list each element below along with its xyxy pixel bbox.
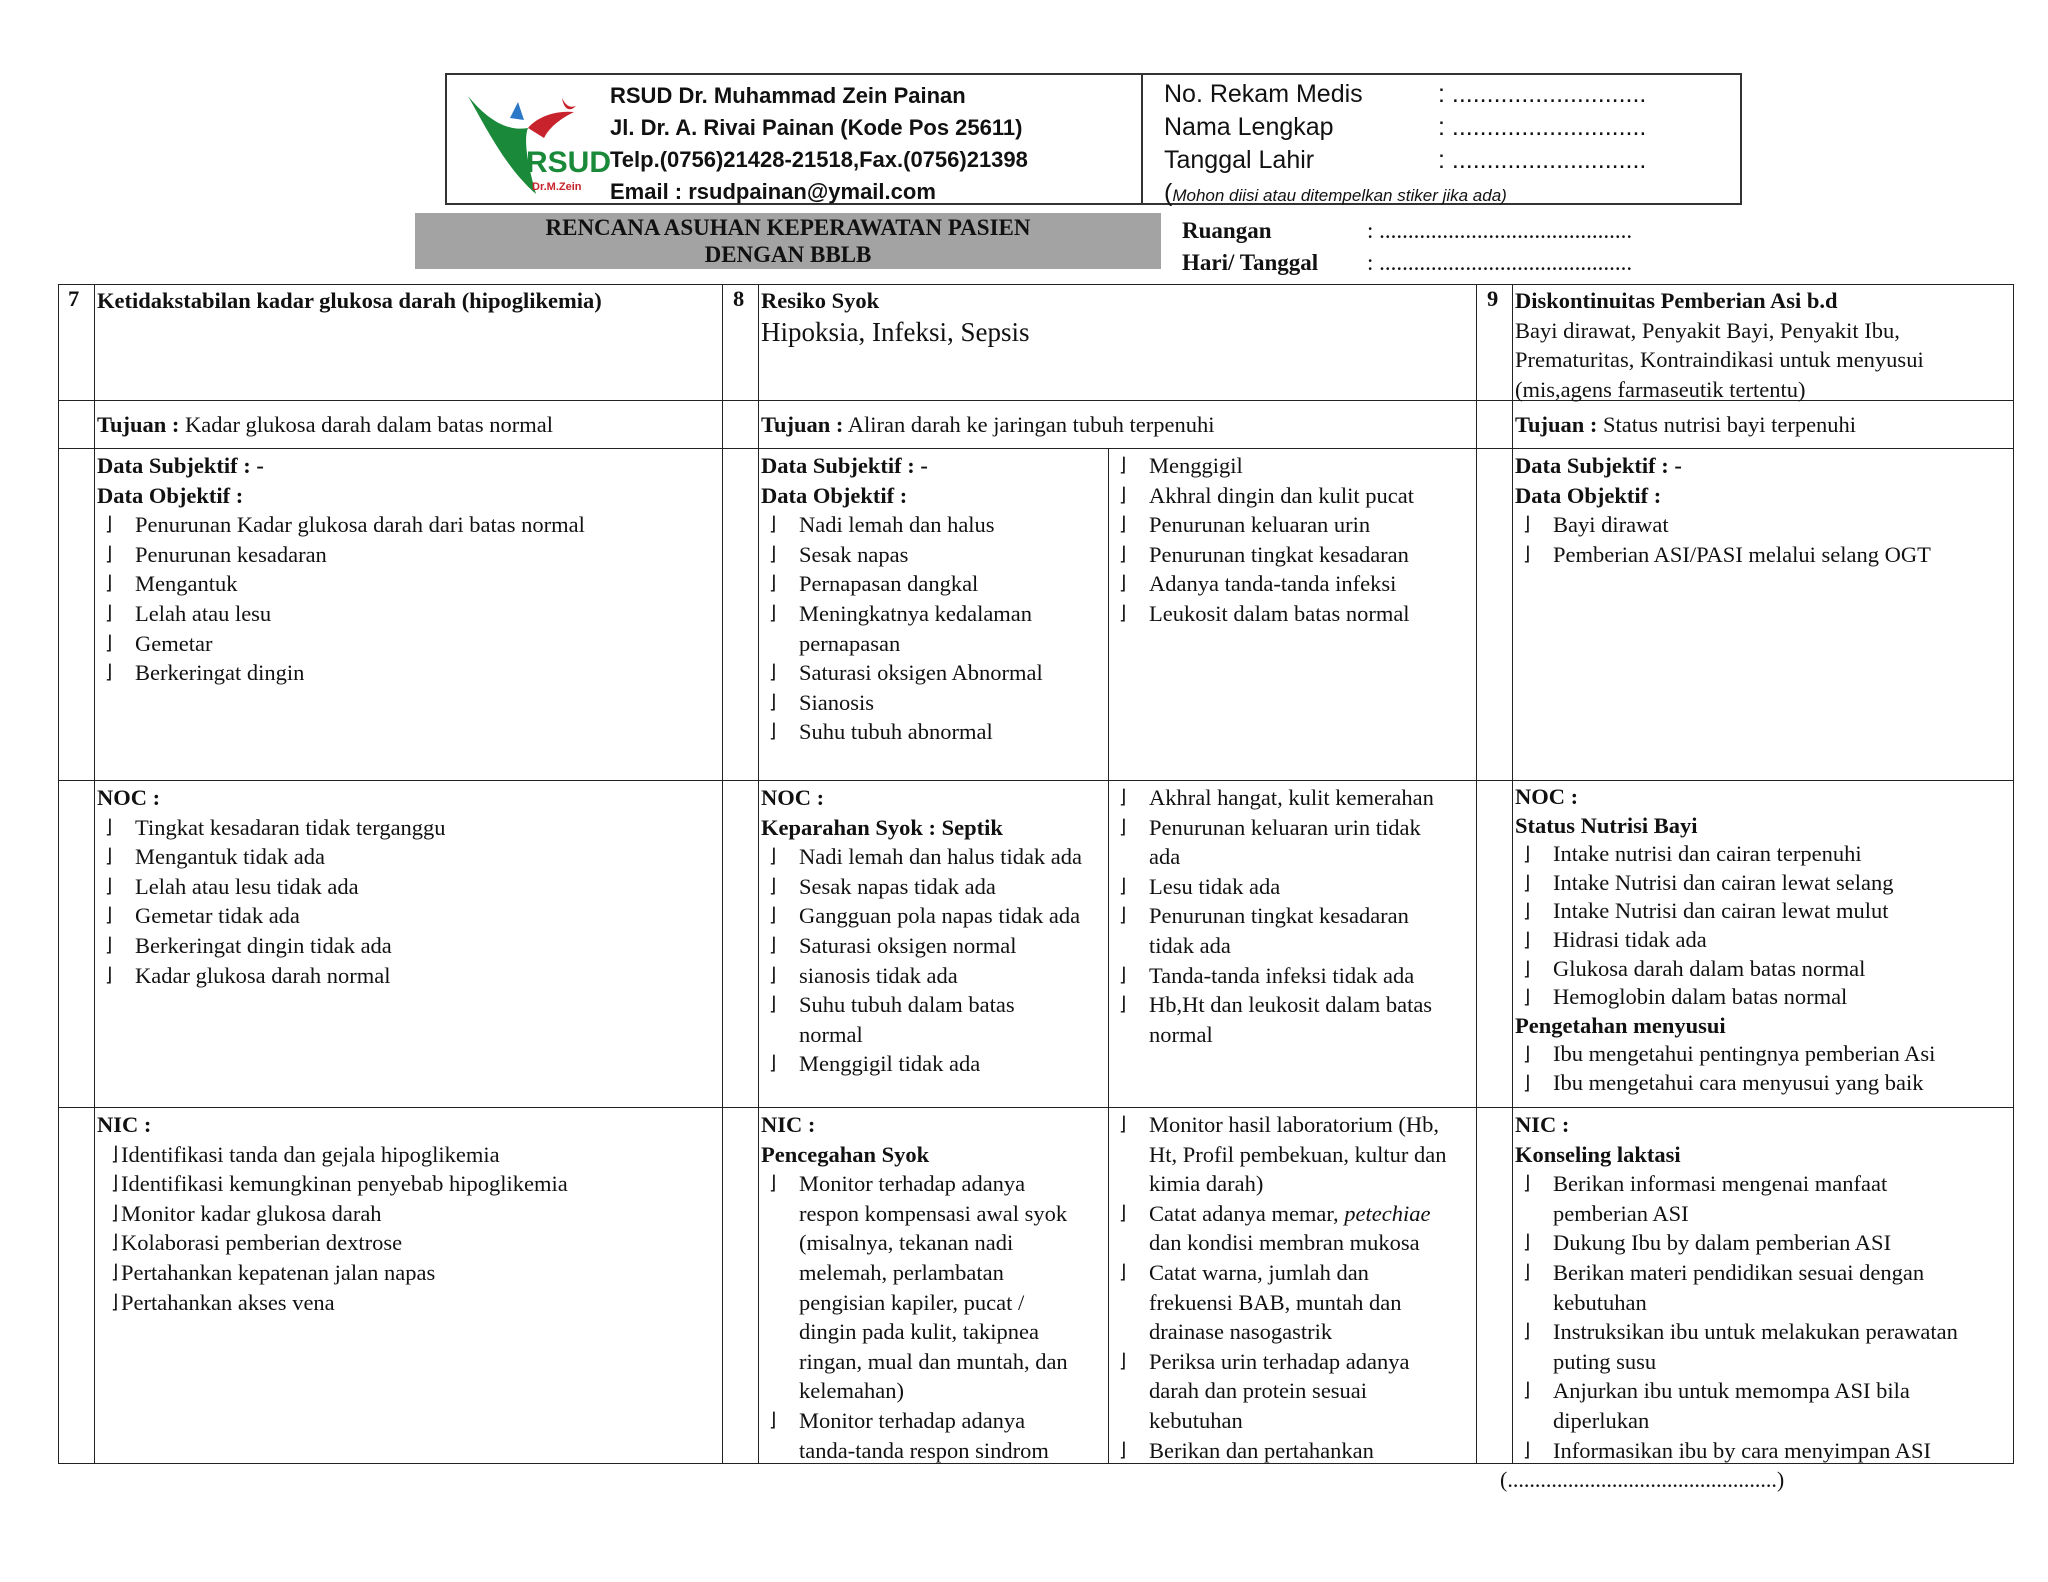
list-item: ⌋ Menggigil tidak ada — [769, 1051, 981, 1077]
list-item: ⌋ Monitor terhadap adanya — [769, 1407, 1026, 1433]
logo-subtext: Dr.M.Zein — [532, 181, 582, 193]
table-line — [58, 780, 2014, 781]
list-item: ⌋ Anjurkan ibu untuk memompa ASI bila — [1523, 1378, 1910, 1404]
noc-8-right: ⌋ Akhral hangat, kulit kemerahan ⌋ Penurunan keluaran urin tidak ada ⌋ Lesu tidak ada ⌋ Penurunan tingkat kesadaran tidak ada ⌋ Tanda-tanda infeksi tidak ada ⌋ Hb,Ht dan leukosit dalam batas normal — [1111, 783, 1434, 1049]
list-item: ⌋ Suhu tubuh dalam batas — [769, 992, 1015, 1018]
list-item: ⌋ Leukosit dalam batas normal — [1119, 600, 1410, 626]
header-divider — [1141, 73, 1143, 205]
list-item: ⌋ Gangguan pola napas tidak ada — [769, 903, 1081, 929]
nic-7: NIC : ⌋ Identifikasi tanda dan gejala hipoglikemia ⌋ Identifikasi kemungkinan penyebab hipoglikemia ⌋ Monitor kadar glukosa darah ⌋ Kolaborasi pemberian dextrose ⌋ Pertahankan kepatenan jalan napas ⌋ Pertahankan akses vena — [97, 1110, 568, 1317]
hospital-logo — [466, 88, 612, 198]
list-item: ⌋ Meningkatnya kedalaman — [769, 600, 1033, 626]
list-item: ⌋ Saturasi oksigen normal — [769, 932, 1017, 958]
noc-7: NOC : ⌋ Tingkat kesadaran tidak terganggu ⌋ Mengantuk tidak ada ⌋ Lelah atau lesu tidak ada ⌋ Gemetar tidak ada ⌋ Berkeringat dingin tidak ada ⌋ Kadar glukosa darah normal — [97, 783, 446, 990]
list-item: ⌋ Pernapasan dangkal — [769, 571, 979, 597]
list-item: ⌋ Penurunan Kadar glukosa darah dari batas normal — [105, 512, 585, 538]
table-line — [1476, 284, 1477, 1464]
list-item: ⌋ Intake Nutrisi dan cairan lewat mulut — [1523, 898, 1889, 924]
list-item: ⌋ Lelah atau lesu tidak ada — [105, 873, 359, 899]
diagnosis-8: Resiko Syok Hipoksia, Infeksi, Sepsis — [761, 288, 1030, 347]
field-nama-lengkap[interactable]: Nama Lengkap : ............................ — [1164, 113, 1647, 141]
list-item: ⌋ Catat adanya memar, petechiae — [1119, 1200, 1431, 1226]
list-item: ⌋ Hb,Ht dan leukosit dalam batas — [1119, 992, 1433, 1018]
signature-line[interactable]: (.................................................) — [1500, 1467, 1785, 1492]
list-item: ⌋ Intake Nutrisi dan cairan lewat selang — [1523, 869, 1894, 895]
data-7: Data Subjektif : - Data Objektif : ⌋ Penurunan Kadar glukosa darah dari batas normal ⌋ Penurunan kesadaran ⌋ Mengantuk ⌋ Lelah atau lesu ⌋ Gemetar ⌋ Berkeringat dingin — [97, 451, 585, 688]
field-rekam-medis[interactable]: No. Rekam Medis : ............................ — [1164, 80, 1647, 108]
list-item: ⌋ Lelah atau lesu — [105, 600, 272, 626]
hospital-name: RSUD Dr. Muhammad Zein Painan — [610, 83, 966, 108]
list-item: ⌋ Catat warna, jumlah dan — [1119, 1259, 1369, 1285]
list-item: ⌋ Hemoglobin dalam batas normal — [1523, 984, 1848, 1010]
list-item: ⌋ Instruksikan ibu untuk melakukan perawatan — [1523, 1319, 1958, 1345]
list-item: ⌋ Monitor hasil laboratorium (Hb, — [1119, 1112, 1439, 1137]
list-item: ⌋ Monitor kadar glukosa darah — [111, 1200, 382, 1226]
list-item: ⌋ Berikan informasi mengenai manfaat — [1523, 1171, 1888, 1197]
table-line — [1108, 448, 1109, 1464]
tujuan-7: Tujuan : Kadar glukosa darah dalam batas normal — [97, 412, 553, 437]
table-line — [758, 284, 759, 1464]
list-item: ⌋ Penurunan tingkat kesadaran — [1119, 903, 1409, 929]
field-tanggal-lahir[interactable]: Tanggal Lahir : ............................ — [1164, 146, 1647, 174]
row-number-8: 8 — [733, 286, 745, 311]
list-item: ⌋ Nadi lemah dan halus tidak ada — [769, 844, 1083, 870]
list-item: ⌋ Suhu tubuh abnormal — [769, 719, 993, 745]
list-item: ⌋ Ibu mengetahui cara menyusui yang baik — [1523, 1069, 1924, 1095]
list-item: ⌋ Bayi dirawat — [1523, 512, 1669, 538]
list-item: ⌋ Hidrasi tidak ada — [1523, 926, 1707, 952]
list-item: ⌋ Kadar glukosa darah normal — [105, 962, 391, 988]
noc-8-left: NOC : Keparahan Syok : Septik ⌋ Nadi lemah dan halus tidak ada ⌋ Sesak napas tidak ada ⌋ Gangguan pola napas tidak ada ⌋ Saturasi oksigen normal ⌋ sianosis tidak ada ⌋ Suhu tubuh dalam batas normal ⌋ Menggigil tidak ada — [761, 783, 1082, 1079]
list-item: ⌋ Glukosa darah dalam batas normal — [1523, 955, 1866, 981]
list-item: ⌋ Akhral hangat, kulit kemerahan — [1119, 785, 1434, 810]
tujuan-8: Tujuan : Aliran darah ke jaringan tubuh terpenuhi — [761, 412, 1215, 437]
field-hari-tanggal[interactable]: Hari/ Tanggal : ............................................ — [1182, 250, 1633, 275]
nic-8-right: ⌋ Monitor hasil laboratorium (Hb, Ht, Profil pembekuan, kultur dan kimia darah) ⌋ Catat adanya memar, petechiae dan kondisi membran mukosa ⌋ Catat warna, jumlah dan frekuensi BAB, muntah dan drainase nasogastrik ⌋ Periksa urin terhadap adanya darah dan protein sesuai kebutuhan ⌋ Berikan dan pertahankan — [1111, 1110, 1446, 1465]
list-item: ⌋ Pemberian ASI/PASI melalui selang OGT — [1523, 541, 1931, 567]
list-item: ⌋ Penurunan keluaran urin tidak — [1119, 814, 1421, 840]
table-line — [58, 448, 2014, 449]
list-item: ⌋ Intake nutrisi dan cairan terpenuhi — [1523, 841, 1862, 867]
document-title: RENCANA ASUHAN KEPERAWATAN PASIEN DENGAN BBLB — [545, 215, 1031, 267]
list-item: ⌋ Gemetar tidak ada — [105, 903, 300, 929]
nic-8-left: NIC : Pencegahan Syok ⌋ Monitor terhadap adanya respon kompensasi awal syok (misalnya, tekanan nadi melemah, perlambatan pengisian kapiler, pucat / dingin pada kulit, takipnea ringan, mual dan muntah, dan kelemahan) ⌋ Monitor terhadap adanya tanda-tanda respon sindrom — [761, 1112, 1068, 1463]
list-item: ⌋ Pertahankan akses vena — [111, 1289, 335, 1315]
list-item: ⌋ Monitor terhadap adanya — [769, 1171, 1026, 1197]
table-line — [58, 284, 59, 1464]
list-item: ⌋ Penurunan keluaran urin — [1119, 512, 1371, 538]
sticker-note: (Mohon diisi atau ditempelkan stiker jika ada) — [1164, 179, 1507, 207]
field-ruangan[interactable]: Ruangan : ............................................ — [1182, 218, 1633, 243]
list-item: ⌋ sianosis tidak ada — [769, 962, 958, 988]
list-item: ⌋ Penurunan tingkat kesadaran — [1119, 541, 1409, 567]
list-item: ⌋ Dukung Ibu by dalam pemberian ASI — [1523, 1230, 1892, 1256]
diagnosis-7: Ketidakstabilan kadar glukosa darah (hipoglikemia) — [97, 288, 602, 313]
table-line — [58, 1107, 2014, 1108]
noc-9: NOC : Status Nutrisi Bayi ⌋ Intake nutrisi dan cairan terpenuhi ⌋ Intake Nutrisi dan cairan lewat selang ⌋ Intake Nutrisi dan cairan lewat mulut ⌋ Hidrasi tidak ada ⌋ Glukosa darah dalam batas normal ⌋ Hemoglobin dalam batas normal Pengetahan menyusui ⌋ Ibu mengetahui pentingnya pemberian Asi ⌋ Ibu mengetahui cara menyusui yang baik — [1515, 783, 1935, 1098]
list-item: ⌋ Penurunan kesadaran — [105, 541, 327, 567]
patient-identity — [1164, 78, 1646, 212]
data-9: Data Subjektif : - Data Objektif : ⌋ Bayi dirawat ⌋ Pemberian ASI/PASI melalui selang OGT — [1515, 451, 1931, 569]
row-number-7: 7 — [68, 286, 80, 311]
list-item: ⌋ Lesu tidak ada — [1119, 873, 1281, 899]
hospital-email: Email : rsudpainan@ymail.com — [610, 179, 936, 204]
nic-9: NIC : Konseling laktasi ⌋ Berikan informasi mengenai manfaat pemberian ASI ⌋ Dukung Ibu by dalam pemberian ASI ⌋ Berikan materi pendidikan sesuai dengan kebutuhan ⌋ Instruksikan ibu untuk melakukan perawatan puting susu ⌋ Anjurkan ibu untuk memompa ASI bila diperlukan ⌋ Informasikan ibu by cara menyimpan ASI — [1515, 1110, 1958, 1465]
list-item: ⌋ Mengantuk — [105, 571, 238, 597]
list-item: ⌋ Berikan materi pendidikan sesuai dengan — [1523, 1259, 1925, 1285]
list-item: ⌋ Akhral dingin dan kulit pucat — [1119, 482, 1414, 508]
list-item: ⌋ Saturasi oksigen Abnormal — [769, 660, 1043, 686]
list-item: ⌋ Berkeringat dingin tidak ada — [105, 932, 392, 958]
room-fields — [1182, 215, 1632, 279]
list-item: ⌋ Kolaborasi pemberian dextrose — [111, 1230, 403, 1256]
hospital-info — [610, 80, 1028, 208]
table-line — [94, 284, 95, 1464]
list-item: ⌋ Tanda-tanda infeksi tidak ada — [1119, 962, 1415, 988]
list-item: ⌋ Berkeringat dingin — [105, 660, 305, 686]
list-item: ⌋ Identifikasi tanda dan gejala hipoglikemia — [111, 1141, 500, 1167]
list-item: ⌋ Mengantuk tidak ada — [105, 844, 325, 870]
list-item: ⌋ Sesak napas tidak ada — [769, 873, 996, 899]
data-8-right — [1111, 451, 1414, 629]
list-item: ⌋ Pertahankan kepatenan jalan napas — [111, 1259, 436, 1285]
table-line — [2013, 284, 2014, 1464]
list-item: ⌋ Nadi lemah dan halus — [769, 512, 995, 538]
row-number-9: 9 — [1487, 286, 1499, 311]
logo-text: RSUD — [526, 146, 612, 179]
list-item: ⌋ Identifikasi kemungkinan penyebab hipoglikemia — [111, 1171, 568, 1197]
list-item: ⌋ Sesak napas — [769, 541, 909, 567]
list-item: ⌋ Ibu mengetahui pentingnya pemberian Asi — [1523, 1041, 1936, 1067]
list-item: ⌋ Periksa urin terhadap adanya — [1119, 1348, 1410, 1374]
list-item: ⌋ Sianosis — [769, 689, 875, 715]
table-line — [1512, 284, 1513, 1464]
data-8-left: Data Subjektif : - Data Objektif : ⌋ Nadi lemah dan halus ⌋ Sesak napas ⌋ Pernapasan dangkal ⌋ Meningkatnya kedalaman pernapasan ⌋ Saturasi oksigen Abnormal ⌋ Sianosis ⌋ Suhu tubuh abnormal — [761, 451, 1043, 747]
list-item: ⌋ Berikan dan pertahankan — [1119, 1437, 1374, 1463]
list-item: ⌋ Adanya tanda-tanda infeksi — [1119, 571, 1397, 597]
hospital-phone: Telp.(0756)21428-21518,Fax.(0756)21398 — [610, 147, 1028, 172]
tujuan-9: Tujuan : Status nutrisi bayi terpenuhi — [1515, 412, 1857, 437]
list-item: ⌋ Menggigil — [1119, 453, 1243, 478]
diagnosis-9: Diskontinuitas Pemberian Asi b.d Bayi dirawat, Penyakit Bayi, Penyakit Ibu, Prematuritas, Kontraindikasi untuk menyusui (mis,agens farmaseutik tertentu) — [1515, 288, 1924, 402]
table-line — [58, 284, 2014, 285]
list-item: ⌋ Gemetar — [105, 630, 213, 656]
table-line — [722, 284, 723, 1464]
list-item: ⌋ Tingkat kesadaran tidak terganggu — [105, 814, 446, 840]
hospital-address: Jl. Dr. A. Rivai Painan (Kode Pos 25611) — [610, 115, 1023, 140]
list-item: ⌋ Informasikan ibu by cara menyimpan ASI — [1523, 1437, 1932, 1463]
